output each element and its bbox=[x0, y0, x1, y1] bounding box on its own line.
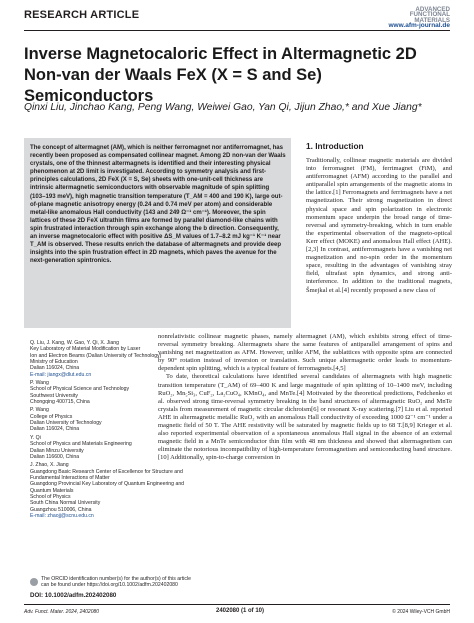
journal-logo-line3: MATERIALS bbox=[414, 16, 450, 24]
orcid-note-line1: The ORCID identification number(s) for the author(s) of this article bbox=[41, 576, 191, 582]
article-type: RESEARCH ARTICLE bbox=[24, 9, 140, 21]
affiliation-line: Ion and Electron Beams (Dalian University of Technology) bbox=[30, 352, 162, 359]
affiliation-line: Dalian 116024, China bbox=[30, 426, 80, 433]
affiliation-line: Dalian University of Technology bbox=[30, 420, 102, 427]
journal-logo bbox=[370, 7, 450, 23]
affiliation-line: Guangdong Provincial Key Laboratory of Quantum Engineering and bbox=[30, 481, 185, 488]
copyright: © 2024 Wiley-VCH GmbH bbox=[392, 609, 450, 615]
affiliation-line: Chongqing 400715, China bbox=[30, 399, 90, 406]
journal-logo-line2: FUNCTIONAL bbox=[409, 11, 450, 19]
affiliation-line: Q. Liu, J. Kang, W. Gao, Y. Qi, X. Jiang bbox=[30, 340, 119, 346]
author-email[interactable]: E-mail: jiangx@dlut.edu.cn bbox=[30, 371, 92, 378]
intro-column-wide bbox=[158, 333, 452, 463]
affiliation-line: School of Physics bbox=[30, 493, 71, 500]
affiliation-line: Quantum Materials bbox=[30, 487, 74, 494]
abstract-text: The concept of altermagnet (AM), which is neither ferromagnet nor antiferromagnet, has recently been proposed as compensated collinear magnet. Among 2D non-van der Waals crystals, one of the thinnest altermagnets is identified and their interesting physical phenomenon at 2D limit is investigated. According to symmetry analysis and first-principles calculations, 2D FeX (X = S, Se) sheets with one-unit-cell thickness are intrinsic altermagnetic semiconductors with observable magnitude of spin splitting (103–193 meV), high magnetic transition temperature (T_AM = 400 and 190 K), large out-of-plane magnetic anisotropy energy (0.24 and 0.74 meV per atom) and considerable metal-like anomalous Hall conductivity (143 and 249 Ω⁻¹ cm⁻¹). Moreover, the spin lattices of these 2D FeX ultrathin films are formed by parallel diamond-like chains with spin frustrated interaction through spin exchange along the b direction. Consequently, an inverse magnetocaloric effect with positive ΔS_M values of 1.7–8.2 mJ kg⁻¹ K⁻¹ near T_AM is observed. These results enrich the database of altermagnets and provide deep insights into the spin frustration effect in 2D magnets, which paves the avenue for the next-generation spintronics. bbox=[30, 145, 286, 265]
paragraph: nonrelativistic collinear magnetic phases, namely altermagnet (AM), which exhibits strong effect of time-reversal symmetry breaking. Altermagnets share the same features of antiparallel arrangement of spins and vanishing net magnetization as AFM. However, unlike AFM, the sublattices with opposite spins are connected by 90° rotation instead of inversion or translation. Such unique altermagnetic order leads to momentum-dependent spin splitting, which is a typical feature of ferromagnets.[4,5] bbox=[158, 333, 452, 373]
affiliation-line: Dalian Minzu University bbox=[30, 447, 84, 454]
affiliation-line: Guangdong Basic Research Center of Excellence for Structure and bbox=[30, 468, 183, 475]
header-divider bbox=[24, 30, 450, 31]
affiliation-line: Dalian 116600, China bbox=[30, 453, 80, 460]
article-title: Inverse Magnetocaloric Effect in Altermagnetic 2D Non-van der Waals FeX (X = S and Se) Semiconductors bbox=[24, 45, 417, 105]
doi[interactable]: DOI: 10.1002/adfm.202402080 bbox=[30, 592, 117, 599]
footer-citation: Adv. Funct. Mater. 2024, 2402080 bbox=[24, 609, 100, 615]
affiliation-line: Ministry of Education bbox=[30, 359, 78, 366]
paragraph: To date, theoretical calculations have identified several candidates of altermagnets with high magnetic transition temperature (T_AM) of 69–400 K and large magnitude of spin splitting of 10–1400 meV, including RuO₂, Mn₅Si₃, CuF₂, La₂CuO₄, KMnO₄, and MnTe.[4] Motivated by the theoretical predictions, Fedchenko et al. observed strong time-reversal symmetry breaking in the band structures of altermagnetic RuO₂ and MnTe crystals from measurement of magnetic circular dichroism[6] or resonant X-ray scattering.[7] Liu et al. reported AHE in altermagnetic metallic RuO₂ with an anomalous Hall conductivity of exceeding 1000 Ω⁻¹ cm⁻¹ under a magnetic field of 50 T. The AHE resistivity will be saturated by magnetic fields up to 68 T.[8,9] Krieger et al. also reported experimental observation of a spontaneous anomalous Hall signal in the absence of an external magnetic field in a MnTe semiconductor thin film with 48 nm thickness and showed that altermagnetism can eliminate the notorious incompatibility of high-temperature ferromagnetism and semiconducting band structure.[10] Additionally, spin-to-charge conversion in bbox=[158, 373, 452, 462]
affiliation-block bbox=[30, 462, 285, 519]
affiliation-line: Key Laboratory of Material Modification by Laser bbox=[30, 346, 141, 353]
affiliation-line: College of Physics bbox=[30, 413, 73, 420]
author-list: Qinxi Liu, Jinchao Kang, Peng Wang, Weiwei Gao, Yan Qi, Jijun Zhao,* and Xue Jiang* bbox=[24, 102, 422, 113]
affiliation-line: Southwest University bbox=[30, 392, 78, 399]
intro-column-right bbox=[306, 157, 452, 295]
page-number: 2402080 (1 of 10) bbox=[215, 608, 265, 614]
journal-url[interactable]: www.afm-journal.de bbox=[388, 22, 450, 29]
orcid-icon bbox=[30, 578, 38, 586]
footer-divider bbox=[24, 604, 450, 605]
affiliation-line: Y. Qi bbox=[30, 434, 41, 441]
author-email[interactable]: E-mail: zhaojj@scnu.edu.cn bbox=[30, 512, 94, 519]
orcid-note bbox=[41, 576, 286, 589]
affiliation-line: P. Wang bbox=[30, 407, 49, 414]
paragraph: Traditionally, collinear magnetic materials are divided into ferromagnet (FM), ferrimagnet (FiM), and antiferromagnet (AFM) according to the parallel and antiparallel spin arrangements of the magnetic atoms in the lattice.[1] Ferromagnets and ferrimagnets have a net magnetization. Their strong magnetization in direct physical space and spin polarization in electronic momentum space underpin the broad range of time-reversal and symmetry-breaking, which in turn enable the experimental observation of the magneto-optical Kerr effect (MOKE) and anomalous Hall effect (AHE).[2,3] In contrast, antiferromagnets have a vanishing net magnetization and no-spin order in the momentum space, resulting in the advantages of vanishing stray field, ultrafast spin dynamics, and strong anti-interference. In addition to the traditional magnets, Šmejkal et al.[4] recently proposed a new class of bbox=[306, 157, 452, 294]
affiliation-line: Fundamental Interactions of Matter bbox=[30, 474, 110, 481]
affiliation-line: South China Normal University bbox=[30, 500, 101, 507]
affiliation-line: Dalian 116024, China bbox=[30, 365, 80, 372]
section-heading: 1. Introduction bbox=[306, 141, 364, 151]
affiliation-line: Guangzhou 510006, China bbox=[30, 506, 92, 513]
affiliation-line: P. Wang bbox=[30, 380, 49, 387]
affiliation-line: J. Zhao, X. Jiang bbox=[30, 462, 69, 469]
orcid-note-line2[interactable]: can be found under https://doi.org/10.1002/adfm.202402080 bbox=[41, 582, 178, 589]
affiliation-line: School of Physics and Materials Engineering bbox=[30, 441, 132, 448]
journal-logo-line1: ADVANCED bbox=[415, 6, 450, 13]
affiliation-line: School of Physical Science and Technology bbox=[30, 386, 130, 393]
